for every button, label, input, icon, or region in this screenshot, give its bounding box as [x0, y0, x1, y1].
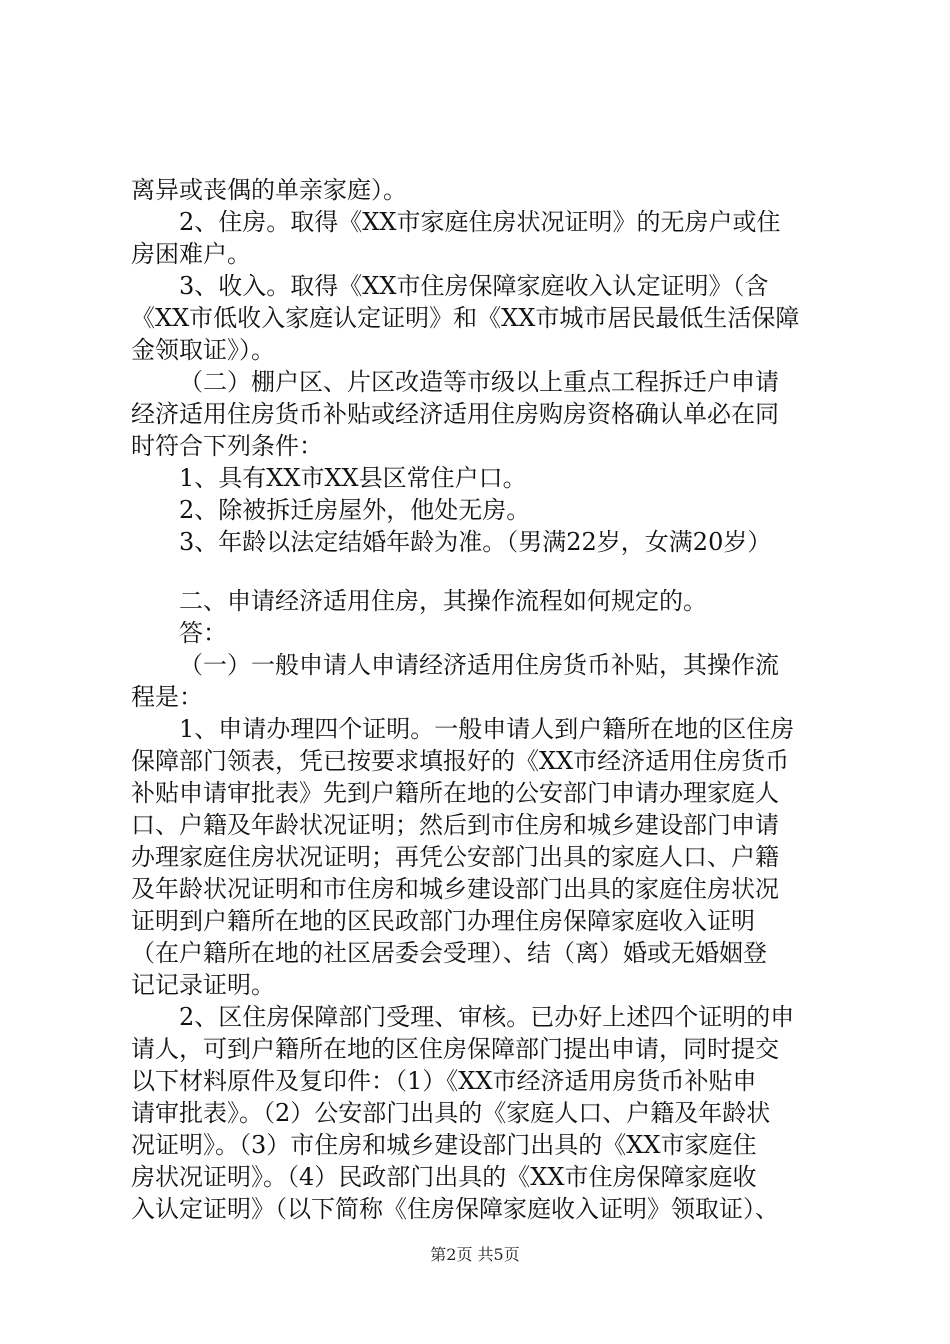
text-line: 2、住房。取得《XX市家庭住房状况证明》的无房户或住 [179, 208, 781, 236]
text-line: 补贴申请审批表》先到户籍所在地的公安部门申请办理家庭人 [131, 779, 779, 807]
text-line: 答： [179, 619, 227, 647]
text-line: 请审批表》。（2）公安部门出具的《家庭人口、户籍及年龄状 [131, 1099, 771, 1127]
text-line: 况证明》。（3）市住房和城乡建设部门出具的《XX市家庭住 [131, 1131, 757, 1159]
text-line: 办理家庭住房状况证明；再凭公安部门出具的家庭人口、户籍 [131, 843, 779, 871]
text-line: （一）一般申请人申请经济适用住房货币补贴，其操作流 [179, 651, 779, 679]
text-line: （二）棚户区、片区改造等市级以上重点工程拆迁户申请 [179, 368, 779, 396]
text-line: （在户籍所在地的社区居委会受理）、结（离）婚或无婚姻登 [131, 939, 767, 967]
text-line: 及年龄状况证明和市住房和城乡建设部门出具的家庭住房状况 [131, 875, 779, 903]
text-line: 房困难户。 [131, 240, 251, 268]
text-line: 3、收入。取得《XX市住房保障家庭收入认定证明》（含 [179, 272, 769, 300]
text-line: 《XX市低收入家庭认定证明》和《XX市城市居民最低生活保障 [131, 304, 800, 332]
text-line: 时符合下列条件： [131, 432, 323, 460]
text-line: 以下材料原件及复印件：（1）《XX市经济适用房货币补贴申 [131, 1067, 757, 1095]
text-line: 1、申请办理四个证明。一般申请人到户籍所在地的区住房 [179, 715, 795, 743]
page-footer: 第2页 共5页 [430, 1245, 520, 1264]
text-line: 程是： [131, 683, 203, 711]
text-line: 金领取证》）。 [131, 336, 275, 364]
text-line: 房状况证明》。（4）民政部门出具的《XX市住房保障家庭收 [131, 1163, 757, 1191]
text-line: 1、具有XX市XX县区常住户口。 [179, 464, 527, 492]
text-line: 保障部门领表，凭已按要求填报好的《XX市经济适用住房货币 [131, 747, 790, 775]
text-line: 经济适用住房货币补贴或经济适用住房购房资格确认单必在同 [131, 400, 779, 428]
text-line: 证明到户籍所在地的区民政部门办理住房保障家庭收入证明 [131, 907, 755, 935]
text-line: 2、区住房保障部门受理、审核。已办好上述四个证明的申 [179, 1003, 795, 1031]
text-line: 记记录证明。 [131, 971, 275, 999]
text-line: 入认定证明》（以下简称《住房保障家庭收入证明》领取证）、 [131, 1195, 779, 1223]
text-line: 二、申请经济适用住房，其操作流程如何规定的。 [179, 587, 707, 615]
text-line: 3、年龄以法定结婚年龄为准。（男满22岁，女满20岁） [179, 528, 772, 556]
text-line: 口、户籍及年龄状况证明；然后到市住房和城乡建设部门申请 [131, 811, 779, 839]
text-line: 离异或丧偶的单亲家庭）。 [131, 176, 407, 204]
text-line: 2、除被拆迁房屋外，他处无房。 [179, 496, 531, 524]
text-line: 请人，可到户籍所在地的区住房保障部门提出申请，同时提交 [131, 1035, 779, 1063]
